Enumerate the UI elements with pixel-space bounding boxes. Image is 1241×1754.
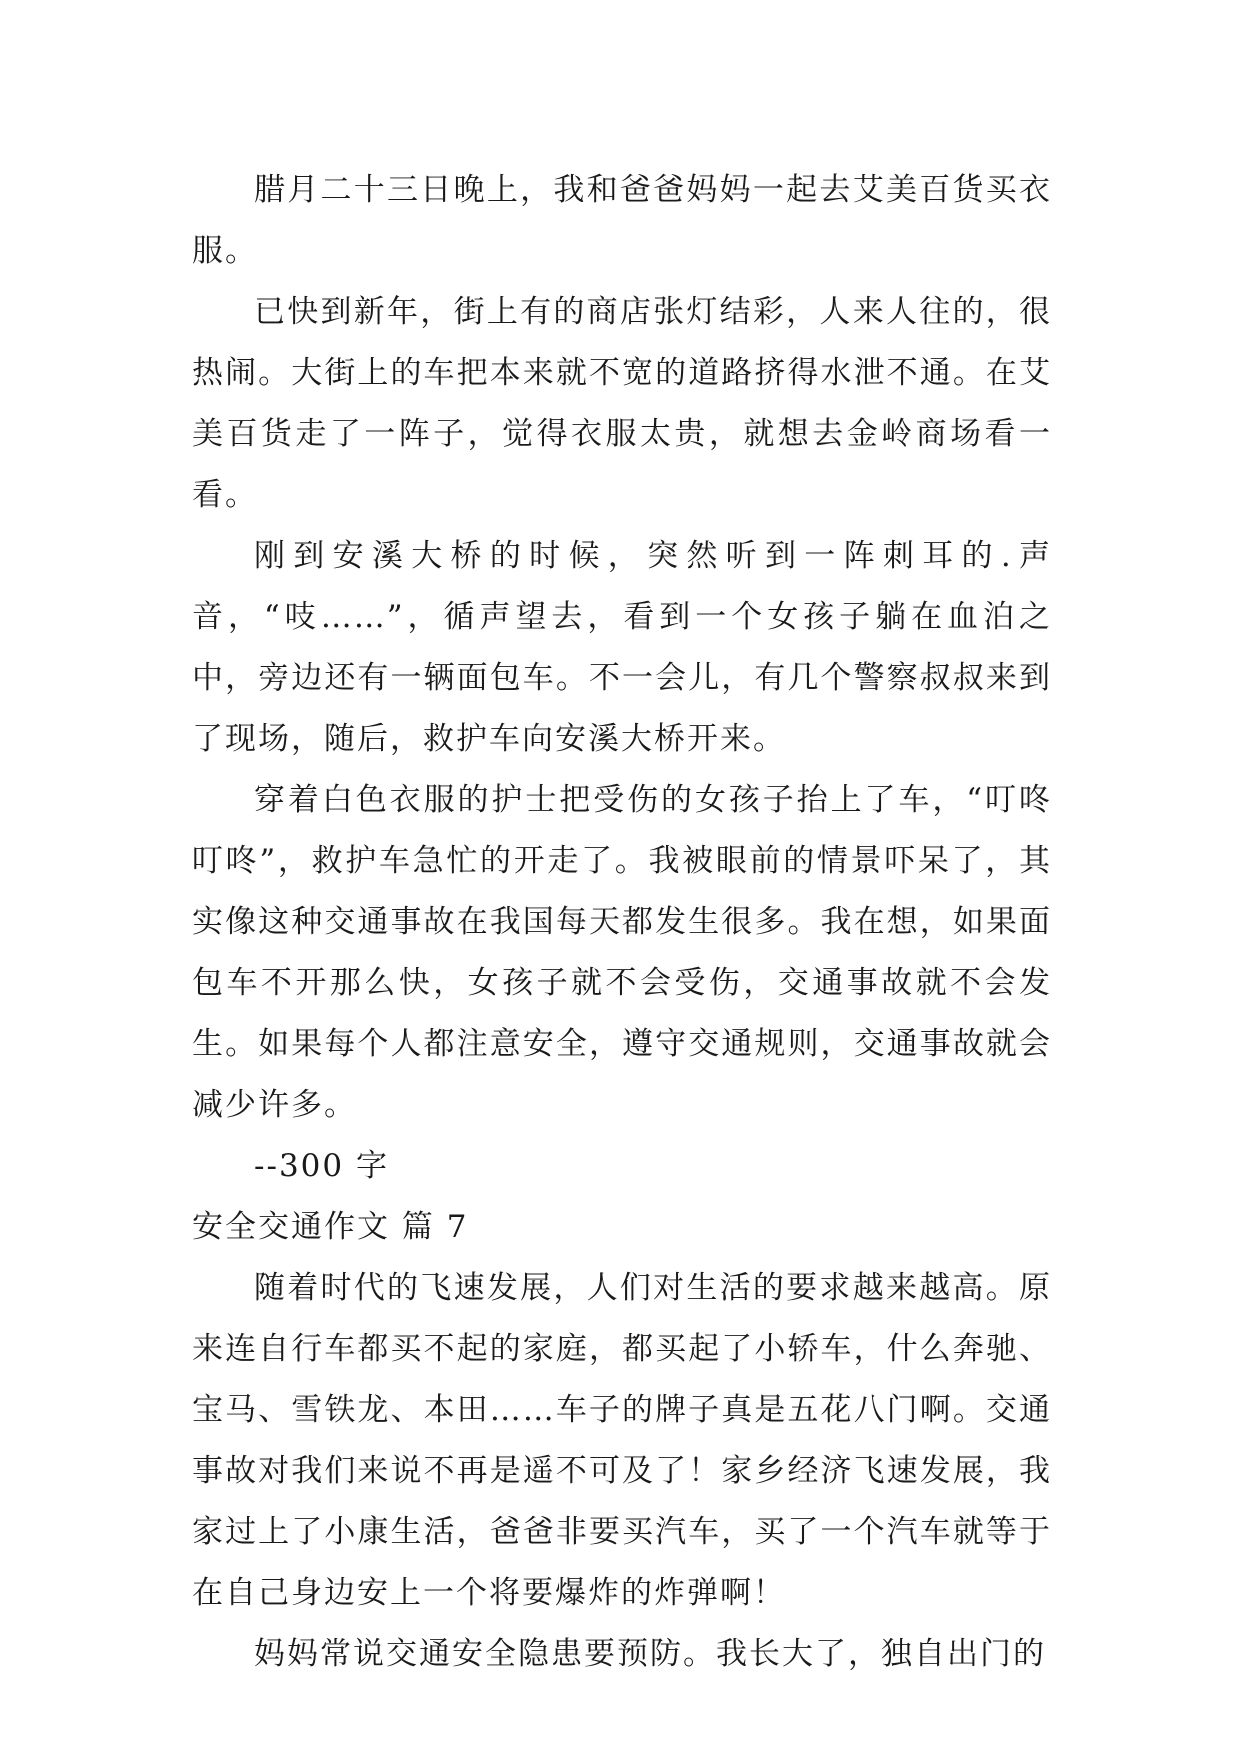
paragraph-5: 随着时代的飞速发展，人们对生活的要求越来越高。原来连自行车都买不起的家庭，都买起了小轿车，什么奔驰、宝马、雪铁龙、本田……车子的牌子真是五花八门啊。交通事故对我们来说不再是遥不可及了！家乡经济飞速发展，我家过上了小康生活，爸爸非要买汽车，买了一个汽车就等于在自己身边安上一个将要爆炸的炸弹啊！ xyxy=(192,1270,1052,1611)
paragraph-3: 刚到安溪大桥的时候，突然听到一阵刺耳的.声音，“吱……”，循声望去，看到一个女孩子躺在血泊之中，旁边还有一辆面包车。不一会儿，有几个警察叔叔来到了现场，随后，救护车向安溪大桥开来。 xyxy=(192,538,1052,757)
paragraph-1: 腊月二十三日晚上，我和爸爸妈妈一起去艾美百货买衣服。 xyxy=(192,172,1052,269)
paragraph-2: 已快到新年，街上有的商店张灯结彩，人来人往的，很热闹。大街上的车把本来就不宽的道路挤得水泄不通。在艾美百货走了一阵子，觉得衣服太贵，就想去金岭商场看一看。 xyxy=(192,294,1052,513)
paragraph-4: 穿着白色衣服的护士把受伤的女孩子抬上了车，“叮咚叮咚”，救护车急忙的开走了。我被眼前的情景吓呆了，其实像这种交通事故在我国每天都发生很多。我在想，如果面包车不开那么快，女孩子就不会受伤，交通事故就不会发生。如果每个人都注意安全，遵守交通规则，交通事故就会减少许多。 xyxy=(192,782,1052,1123)
paragraph-6: 妈妈常说交通安全隐患要预防。我长大了，独自出门的 xyxy=(254,1636,1046,1672)
word-count-signoff: --300 字 xyxy=(254,1148,389,1184)
section-heading: 安全交通作文 篇 7 xyxy=(192,1209,469,1245)
document-page xyxy=(192,160,1052,1685)
